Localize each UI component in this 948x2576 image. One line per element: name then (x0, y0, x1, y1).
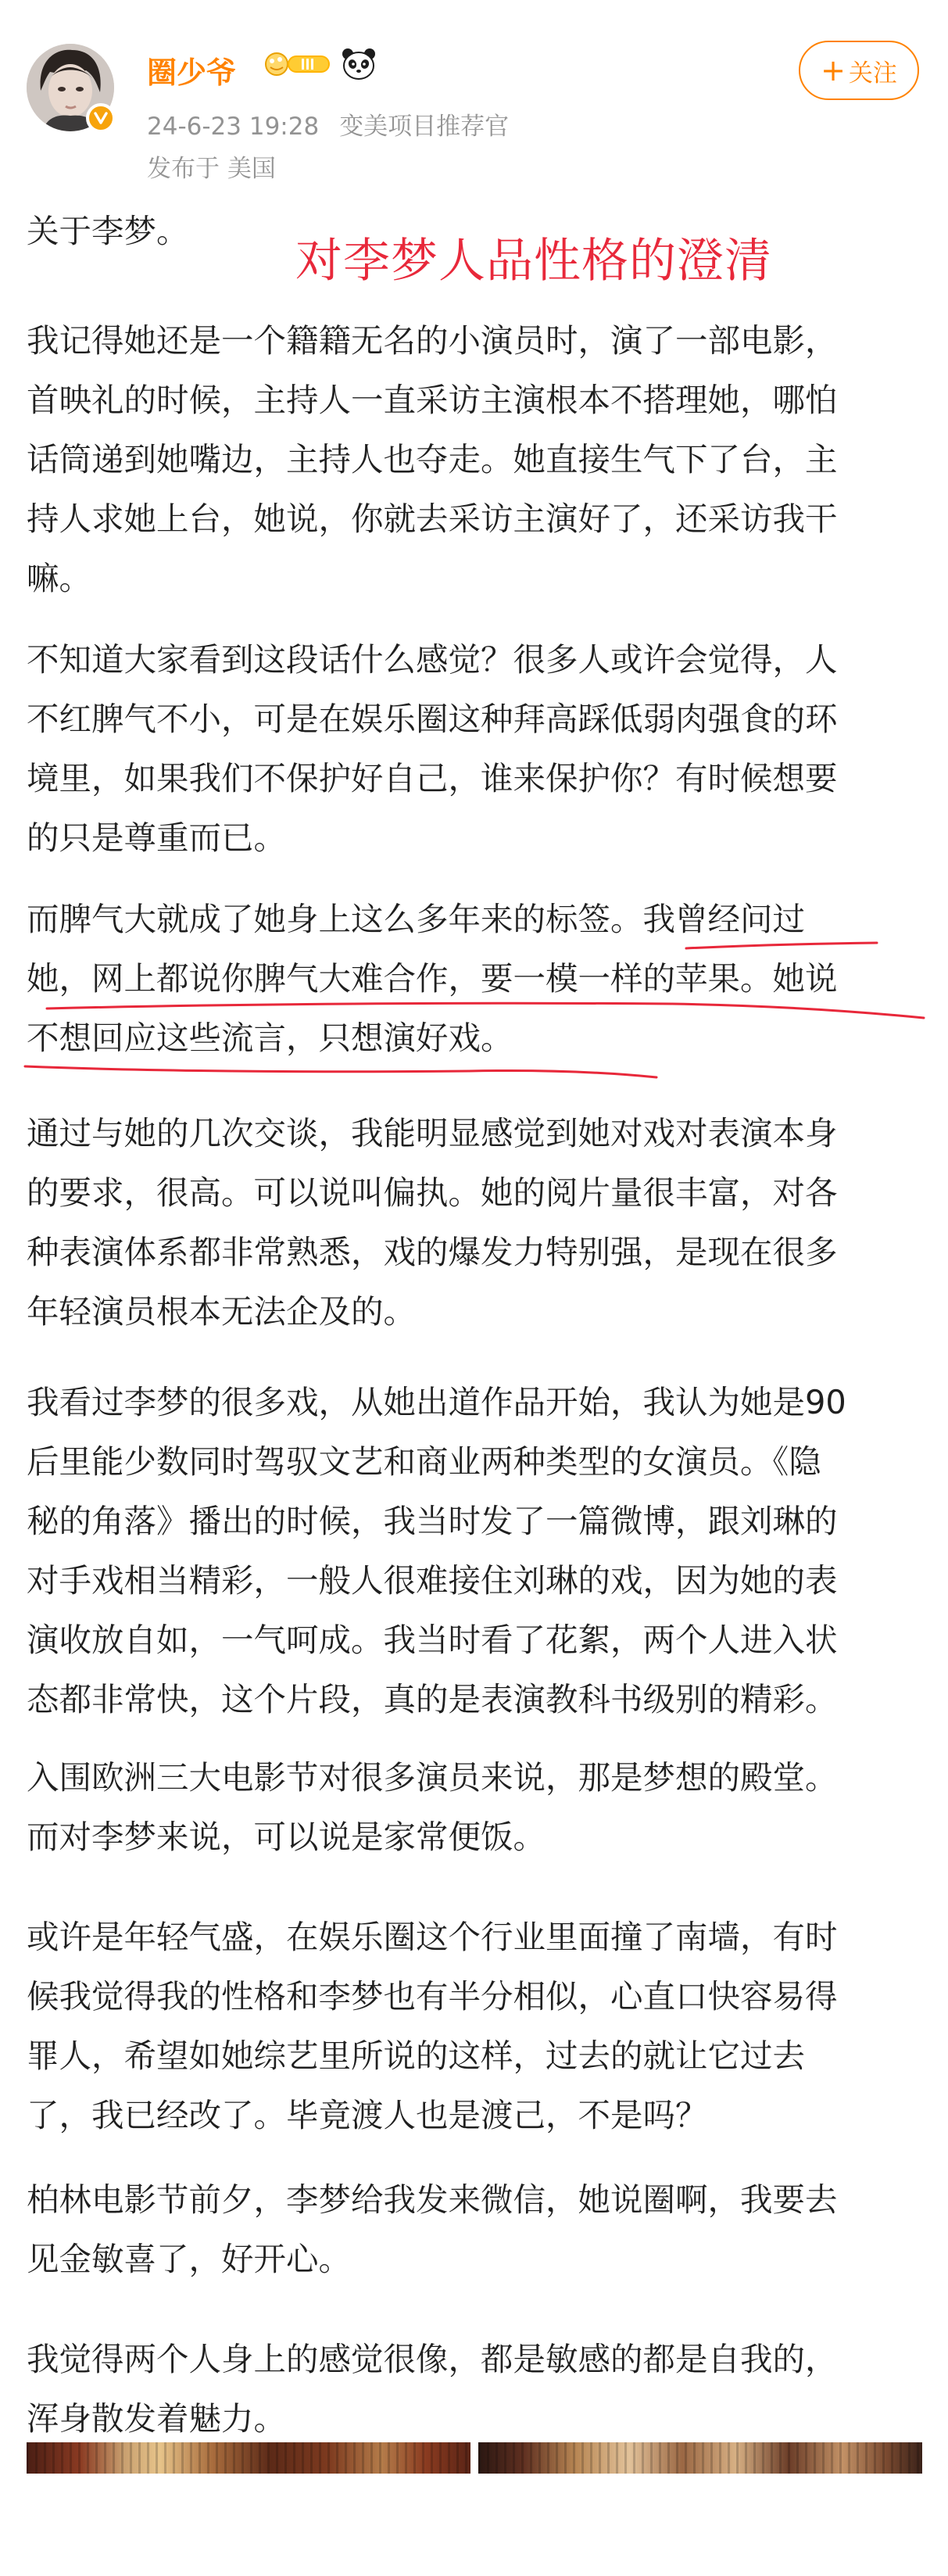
text-line: 话筒递到她嘴边，主持人也夺走。她直接生气下了台，主 (27, 440, 838, 478)
underline-stroke (25, 1066, 656, 1077)
text-line: 我记得她还是一个籍籍无名的小演员时，演了一部电影， (27, 321, 838, 360)
text-line: 演收放自如，一气呵成。我当时看了花絮，两个人进入状 (27, 1621, 838, 1659)
post-location: 发布于 美国 (147, 155, 276, 183)
text-line: 而对李梦来说，可以说是家常便饭。 (27, 1818, 546, 1856)
post-timestamp: 24-6-23 19:28 (147, 113, 320, 141)
username[interactable]: 圈少爷 (147, 56, 237, 90)
text-line: 关于李梦。 (27, 212, 189, 250)
post-source[interactable]: 变美项目推荐官 (339, 113, 510, 141)
text-line: 候我觉得我的性格和李梦也有半分相似，心直口快容易得 (27, 1977, 838, 2015)
panda-emoji-icon (341, 47, 377, 81)
paragraph (27, 1373, 925, 1729)
paragraph (27, 1748, 925, 1867)
text-line: 我看过李梦的很多戏，从她出道作品开始，我认为她是90 (27, 1383, 846, 1421)
paragraph (27, 311, 925, 608)
text-line: 我觉得两个人身上的感觉很像，都是敏感的都是自我的， (27, 2340, 838, 2378)
text-line: 或许是年轻气盛，在娱乐圈这个行业里面撞了南墙，有时 (27, 1918, 838, 1956)
text-line: 不想回应这些流言，只想演好戏。 (27, 1019, 513, 1057)
fan-level-badge[interactable] (261, 47, 333, 81)
follow-label: 关注 (848, 59, 897, 88)
text-line: 态都非常快，这个片段，真的是表演教科书级别的精彩。 (27, 1680, 838, 1718)
text-line: 入围欧洲三大电影节对很多演员来说，那是梦想的殿堂。 (27, 1758, 838, 1797)
text-line: 浑身散发着魅力。 (27, 2399, 287, 2438)
text-line: 见金敏喜了，好开心。 (27, 2240, 352, 2278)
text-line: 首映礼的时候，主持人一直采访主演根本不搭理她，哪怕 (27, 381, 838, 419)
text-line: 而脾气大就成了她身上这么多年来的标签。我曾经问过 (27, 900, 806, 938)
text-line: 不红脾气不小，可是在娱乐圈这种拜高踩低弱肉强食的环 (27, 700, 838, 738)
text-line: 嘛。 (27, 559, 92, 597)
annotation-title: 对李梦人品性格的澄清 (295, 234, 772, 288)
text-line: 通过与她的几次交谈，我能明显感觉到她对戏对表演本身 (27, 1114, 838, 1152)
text-line: 对手戏相当精彩，一般人很难接住刘琳的戏，因为她的表 (27, 1561, 838, 1600)
verified-v-icon (86, 103, 116, 133)
paragraph (27, 202, 925, 261)
text-line: 后里能少数同时驾驭文艺和商业两种类型的女演员。《隐 (27, 1442, 821, 1481)
text-line: 罪人，希望如她综艺里所说的这样，过去的就让它过去 (27, 2037, 806, 2075)
text-line: 境里，如果我们不保护好自己，谁来保护你？有时候想要 (27, 759, 838, 797)
text-line: 秘的角落》播出的时候，我当时发了一篇微博，跟刘琳的 (27, 1502, 838, 1540)
post-meta (147, 106, 509, 142)
post-image-thumbnail[interactable] (27, 2442, 470, 2474)
text-line: 不知道大家看到这段话什么感觉？很多人或许会觉得，人 (27, 640, 838, 679)
text-line: 的只是尊重而已。 (27, 819, 287, 857)
post-image-thumbnail[interactable] (478, 2442, 922, 2474)
avatar[interactable] (27, 44, 114, 131)
paragraph (27, 1104, 925, 1342)
text-line: 种表演体系都非常熟悉，戏的爆发力特别强，是现在很多 (27, 1233, 838, 1271)
paragraph-highlighted (27, 890, 925, 1068)
plus-icon: + (821, 53, 846, 88)
text-line: 持人求她上台，她说，你就去采访主演好了，还采访我干 (27, 500, 838, 538)
user-badges (261, 47, 377, 81)
text-line: 柏林电影节前夕，李梦给我发来微信，她说圈啊，我要去 (27, 2180, 838, 2219)
text-line: 她，网上都说你脾气大难合作，要一模一样的苹果。她说 (27, 959, 838, 998)
paragraph (27, 2170, 925, 2289)
paragraph (27, 2330, 925, 2449)
paragraph (27, 1908, 925, 2145)
text-line: 了，我已经改了。毕竟渡人也是渡己，不是吗？ (27, 2096, 708, 2134)
text-line: 年轻演员根本无法企及的。 (27, 1292, 417, 1331)
paragraph (27, 630, 925, 868)
follow-button[interactable] (799, 41, 919, 100)
text-line: 的要求，很高。可以说叫偏执。她的阅片量很丰富，对各 (27, 1173, 838, 1212)
